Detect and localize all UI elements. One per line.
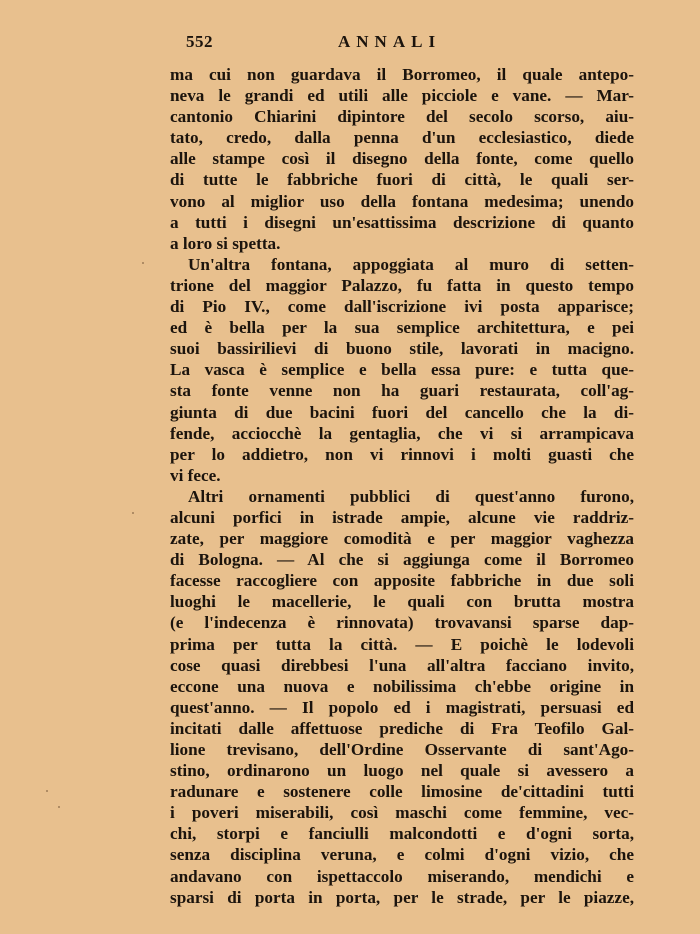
text-line: per lo addietro, non vi rinnovi i molti guasti che xyxy=(170,444,634,464)
text-line: di Pio IV., come dall'iscrizione ivi posta apparisce; xyxy=(170,297,634,317)
paper-speck xyxy=(142,262,144,264)
page-header xyxy=(0,32,700,56)
text-line: Un'altra fontana, appoggiata al muro di setten- xyxy=(188,254,634,274)
text-line: sparsi di porta in porta, per le strade, per le piazze, xyxy=(170,887,634,907)
text-line: alle stampe così il disegno della fonte, come quello xyxy=(170,149,634,169)
text-line: quest'anno. — Il popolo ed i magistrati, persuasi ed xyxy=(170,697,634,717)
paper-speck xyxy=(58,806,60,808)
text-line: cose quasi direbbesi l'una all'altra facciano invito, xyxy=(170,655,634,675)
text-line: zate, per maggiore comodità e per maggior vaghezza xyxy=(170,529,634,549)
text-line: lione trevisano, dell'Ordine Osservante di sant'Ago- xyxy=(170,740,634,759)
text-line: di tutte le fabbriche fuori di città, le quali ser- xyxy=(170,170,634,190)
text-line: trione del maggior Palazzo, fu fatta in questo tempo xyxy=(170,275,634,295)
text-line: neva le grandi ed utili alle picciole e vane. — Mar- xyxy=(170,86,634,106)
body-text xyxy=(170,64,634,908)
text-line: eccone una nuova e nobilissima ch'ebbe origine in xyxy=(170,676,634,696)
text-line: cantonio Chiarini dipintore del secolo scorso, aiu- xyxy=(170,107,634,127)
text-line: ed è bella per la sua semplice architettura, e pei xyxy=(170,318,634,338)
text-line: fende, acciocchè la gentaglia, che vi si arrampicava xyxy=(170,423,634,443)
text-line: Altri ornamenti pubblici di quest'anno furono, xyxy=(188,486,634,506)
text-line: a tutti i disegni un'esattissima descrizione di quanto xyxy=(170,212,634,232)
text-line: di Bologna. — Al che si aggiunga come il Borromeo xyxy=(170,550,634,570)
text-line: radunare e sostenere colle limosine de'cittadini tutti xyxy=(170,782,634,802)
text-line: vono al miglior uso della fontana medesima; unendo xyxy=(170,191,634,211)
text-line: i poveri miserabili, così maschi come femmine, vec- xyxy=(170,803,634,823)
text-line: La vasca è semplice e bella essa pure: e tutta que- xyxy=(170,360,634,380)
text-line: a loro si spetta. xyxy=(170,233,281,253)
text-line: sta fonte venne non ha guari restaurata, coll'ag- xyxy=(170,381,634,401)
page-number: 552 xyxy=(186,32,213,51)
text-line: incitati dalle affettuose prediche di Fra Teofilo Gal- xyxy=(170,718,634,738)
text-line: vi fece. xyxy=(170,465,221,485)
running-title: ANNALI xyxy=(338,32,442,51)
text-line: ma cui non guardava il Borromeo, il quale antepo- xyxy=(170,65,634,84)
text-line: chi, storpi e fanciulli malcondotti e d'ogni sorta, xyxy=(170,824,634,844)
paper-speck xyxy=(46,790,48,792)
text-line: andavano con ispettaccolo miserando, mendichi e xyxy=(170,866,634,886)
text-line: (e l'indecenza è rinnovata) trovavansi sparse dap- xyxy=(170,613,634,633)
text-line: senza disciplina veruna, e colmi d'ogni vizio, che xyxy=(170,845,634,865)
text-line: giunta di due bacini fuori del cancello che la di- xyxy=(170,402,634,422)
text-line: stino, ordinarono un luogo nel quale si avessero a xyxy=(170,761,634,781)
text-line: prima per tutta la città. — E poichè le lodevoli xyxy=(170,634,634,654)
text-line: suoi bassirilievi di buono stile, lavorati in macigno. xyxy=(170,339,634,359)
text-line: tato, credo, dalla penna d'un ecclesiastico, diede xyxy=(170,128,634,148)
text-line: luoghi le macellerie, le quali con brutta mostra xyxy=(170,592,634,612)
paper-speck xyxy=(132,512,134,514)
text-line: alcuni porfici in istrade ampie, alcune vie raddriz- xyxy=(170,507,634,527)
text-line: facesse raccogliere con apposite fabbriche in due soli xyxy=(170,571,634,591)
